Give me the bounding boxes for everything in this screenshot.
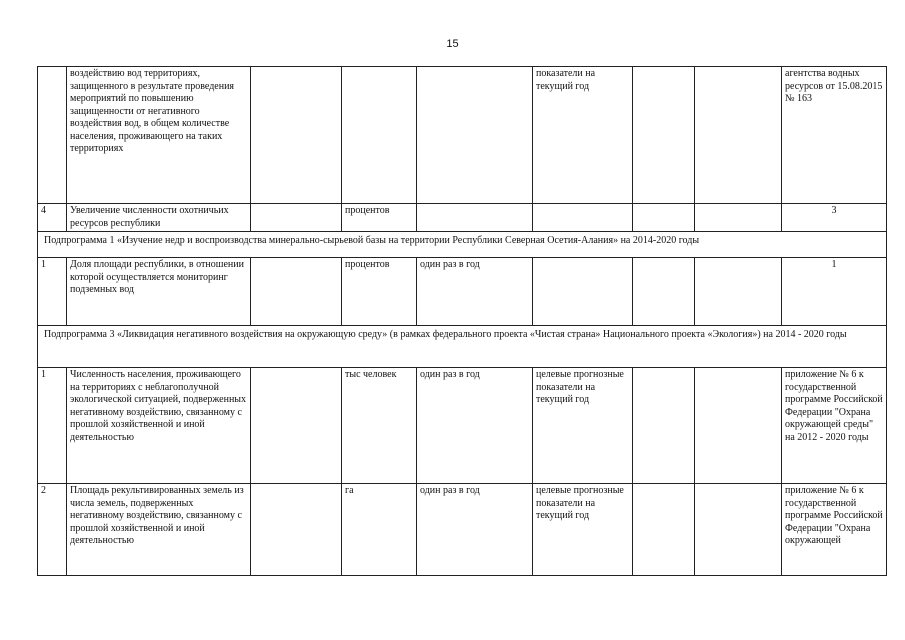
subprogram-header-row bbox=[38, 232, 887, 258]
table-cell: 2 bbox=[38, 484, 67, 576]
table-cell: целевые прогнозные показатели на текущий год bbox=[533, 368, 633, 484]
table-cell: 3 bbox=[782, 204, 887, 232]
table-row bbox=[38, 204, 887, 232]
table-cell: Площадь рекультивированных земель из числа земель, подверженных негативному воздействию, связанному с прошлой хозяйственной и иной деятельностью bbox=[67, 484, 251, 576]
table-cell bbox=[251, 484, 342, 576]
table-cell bbox=[533, 204, 633, 232]
subprogram-title: Подпрограмма 3 «Ликвидация негативного воздействия на окружающую среду» (в рамках федерального проекта «Чистая страна» Национального проекта «Экология») на 2014 - 2020 годы bbox=[38, 326, 887, 368]
table-cell bbox=[633, 368, 695, 484]
table-cell bbox=[251, 204, 342, 232]
table-cell: 1 bbox=[38, 368, 67, 484]
table-cell bbox=[695, 368, 782, 484]
indicator-table bbox=[37, 66, 887, 576]
table-cell: га bbox=[342, 484, 417, 576]
table-cell: один раз в год bbox=[417, 484, 533, 576]
table-cell: процентов bbox=[342, 204, 417, 232]
table-cell bbox=[695, 258, 782, 326]
subprogram-title: Подпрограмма 1 «Изучение недр и воспроизводства минерально-сырьевой базы на территории Республики Северная Осетия-Алания» на 2014-2020 годы bbox=[38, 232, 887, 258]
table-row bbox=[38, 67, 887, 204]
table-cell: агентства водных ресурсов от 15.08.2015 № 163 bbox=[782, 67, 887, 204]
table-cell bbox=[38, 67, 67, 204]
table-cell: показатели на текущий год bbox=[533, 67, 633, 204]
table-cell bbox=[251, 258, 342, 326]
table-cell bbox=[417, 204, 533, 232]
table-cell bbox=[695, 204, 782, 232]
table-cell bbox=[417, 67, 533, 204]
table-cell: Численность населения, проживающего на территориях с неблагополучной экологической ситуацией, подверженных негативному воздействию, связанному с прошлой хозяйственной и иной деятельностью bbox=[67, 368, 251, 484]
table-cell: приложение № 6 к государственной программе Российской Федерации "Охрана окружающей среды" на 2012 - 2020 годы bbox=[782, 368, 887, 484]
table-cell: 1 bbox=[38, 258, 67, 326]
table-cell bbox=[695, 484, 782, 576]
table-row bbox=[38, 368, 887, 484]
table-cell: 4 bbox=[38, 204, 67, 232]
table-cell bbox=[695, 67, 782, 204]
table-cell: Увеличение численности охотничьих ресурсов республики bbox=[67, 204, 251, 232]
table-cell bbox=[633, 258, 695, 326]
subprogram-header-row bbox=[38, 326, 887, 368]
table-cell: процентов bbox=[342, 258, 417, 326]
table-cell bbox=[533, 258, 633, 326]
table-cell: один раз в год bbox=[417, 368, 533, 484]
table-cell bbox=[633, 67, 695, 204]
table-cell bbox=[342, 67, 417, 204]
table-cell: Доля площади республики, в отношении которой осуществляется мониторинг подземных вод bbox=[67, 258, 251, 326]
table-body bbox=[38, 67, 887, 576]
table-cell bbox=[633, 204, 695, 232]
table-row bbox=[38, 258, 887, 326]
table-cell bbox=[251, 67, 342, 204]
table-row bbox=[38, 484, 887, 576]
table-cell: тыс человек bbox=[342, 368, 417, 484]
table-cell bbox=[251, 368, 342, 484]
table-cell: воздействию вод территориях, защищенного в результате проведения мероприятий по повышению защищенности от негативного воздействия вод, в общем количестве населения, проживающего на таких территориях bbox=[67, 67, 251, 204]
table-cell: один раз в год bbox=[417, 258, 533, 326]
table-cell bbox=[633, 484, 695, 576]
table-cell: целевые прогнозные показатели на текущий год bbox=[533, 484, 633, 576]
page-number: 15 bbox=[446, 38, 459, 50]
table-cell: приложение № 6 к государственной программе Российской Федерации "Охрана окружающей bbox=[782, 484, 887, 576]
table-cell: 1 bbox=[782, 258, 887, 326]
